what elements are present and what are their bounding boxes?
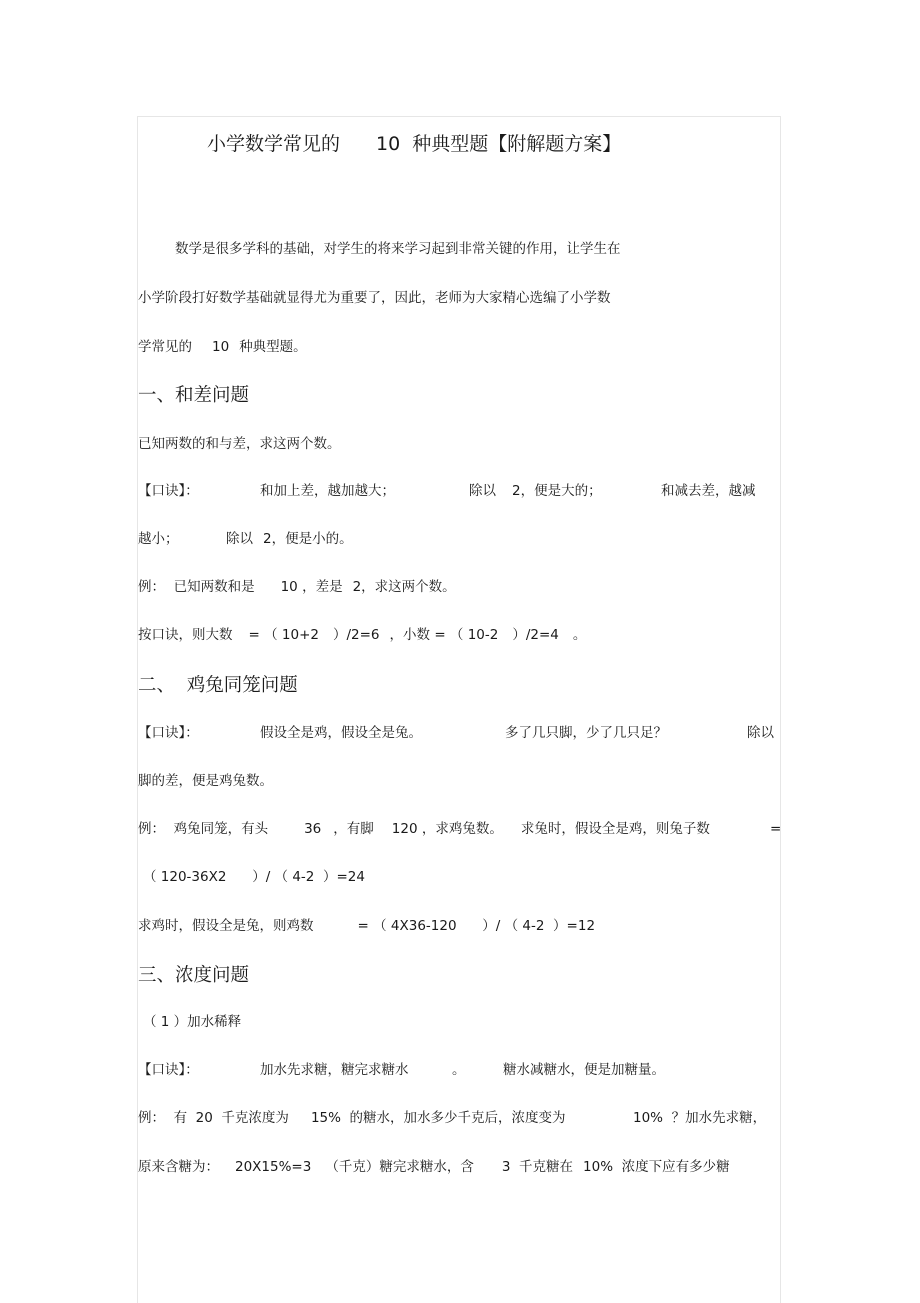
mnemonic-label: 【口诀】： (138, 483, 199, 499)
page-title: 小学数学常见的 10 种典型题【附解题方案】 (207, 133, 622, 155)
mnemonic-label: 【口诀】： (138, 725, 199, 741)
example-line: 例： 已知两数和是 10 ，差是 2，求这两个数。 (138, 579, 456, 595)
subheading: （ 1 ）加水稀释 (143, 1014, 242, 1030)
mnemonic-text: 脚的差，便是鸡兔数。 (138, 773, 273, 789)
example-calc: 按口诀，则大数 = （ 10+2 ）/2=6 ，小数 = （ 10-2 ）/2=4 。 (138, 627, 587, 643)
example-line: = (770, 821, 782, 837)
mnemonic-text: 和加上差，越加越大； (260, 483, 395, 499)
mnemonic-text: 除以 2，便是小的。 (226, 531, 353, 547)
intro-line: 学常见的 10 种典型题。 (138, 339, 307, 355)
example-line: 原来含糖为： 20X15%=3 （千克）糖完求糖水，含 3 千克糖在 10% 浓度下应有多少糖 (138, 1159, 730, 1175)
example-line: 10% ？加水先求糖， (633, 1110, 767, 1126)
section-heading: 二、 鸡兔同笼问题 (138, 675, 298, 696)
example-line: 例： 鸡兔同笼，有头 36 ，有脚 120 ，求鸡兔数。 求兔时，假设全是鸡，则兔子数 (138, 821, 710, 837)
mnemonic-text: 糖水减糖水，便是加糖量。 (503, 1062, 665, 1078)
paragraph: 已知两数的和与差，求这两个数。 (138, 436, 341, 452)
intro-line: 小学阶段打好数学基础就显得尤为重要了，因此，老师为大家精心选编了小学数 (138, 290, 611, 306)
section-heading: 三、浓度问题 (138, 965, 250, 986)
mnemonic-text: 除以 2，便是大的； (469, 483, 602, 499)
mnemonic-text: 和减去差，越减 (661, 483, 756, 499)
intro-line: 数学是很多学科的基础，对学生的将来学习起到非常关键的作用，让学生在 (175, 241, 621, 257)
mnemonic-text: 多了几只脚，少了几只足？ (505, 725, 667, 741)
section-heading: 一、和差问题 (138, 385, 250, 406)
example-calc: 求鸡时，假设全是兔，则鸡数 = （ 4X36-120 ）/ （ 4-2 ）=12 (138, 918, 596, 934)
mnemonic-text: 。 (452, 1062, 466, 1078)
mnemonic-text: 除以 (747, 725, 774, 741)
mnemonic-text: 加水先求糖，糖完求糖水 (260, 1062, 409, 1078)
mnemonic-text: 假设全是鸡，假设全是兔。 (260, 725, 422, 741)
mnemonic-label: 【口诀】： (138, 1062, 199, 1078)
example-line: 例： 有 20 千克浓度为 15% 的糖水，加水多少千克后，浓度变为 (138, 1110, 566, 1126)
example-calc: （ 120-36X2 ）/ （ 4-2 ）=24 (143, 869, 365, 885)
mnemonic-text: 越小； (138, 531, 179, 547)
